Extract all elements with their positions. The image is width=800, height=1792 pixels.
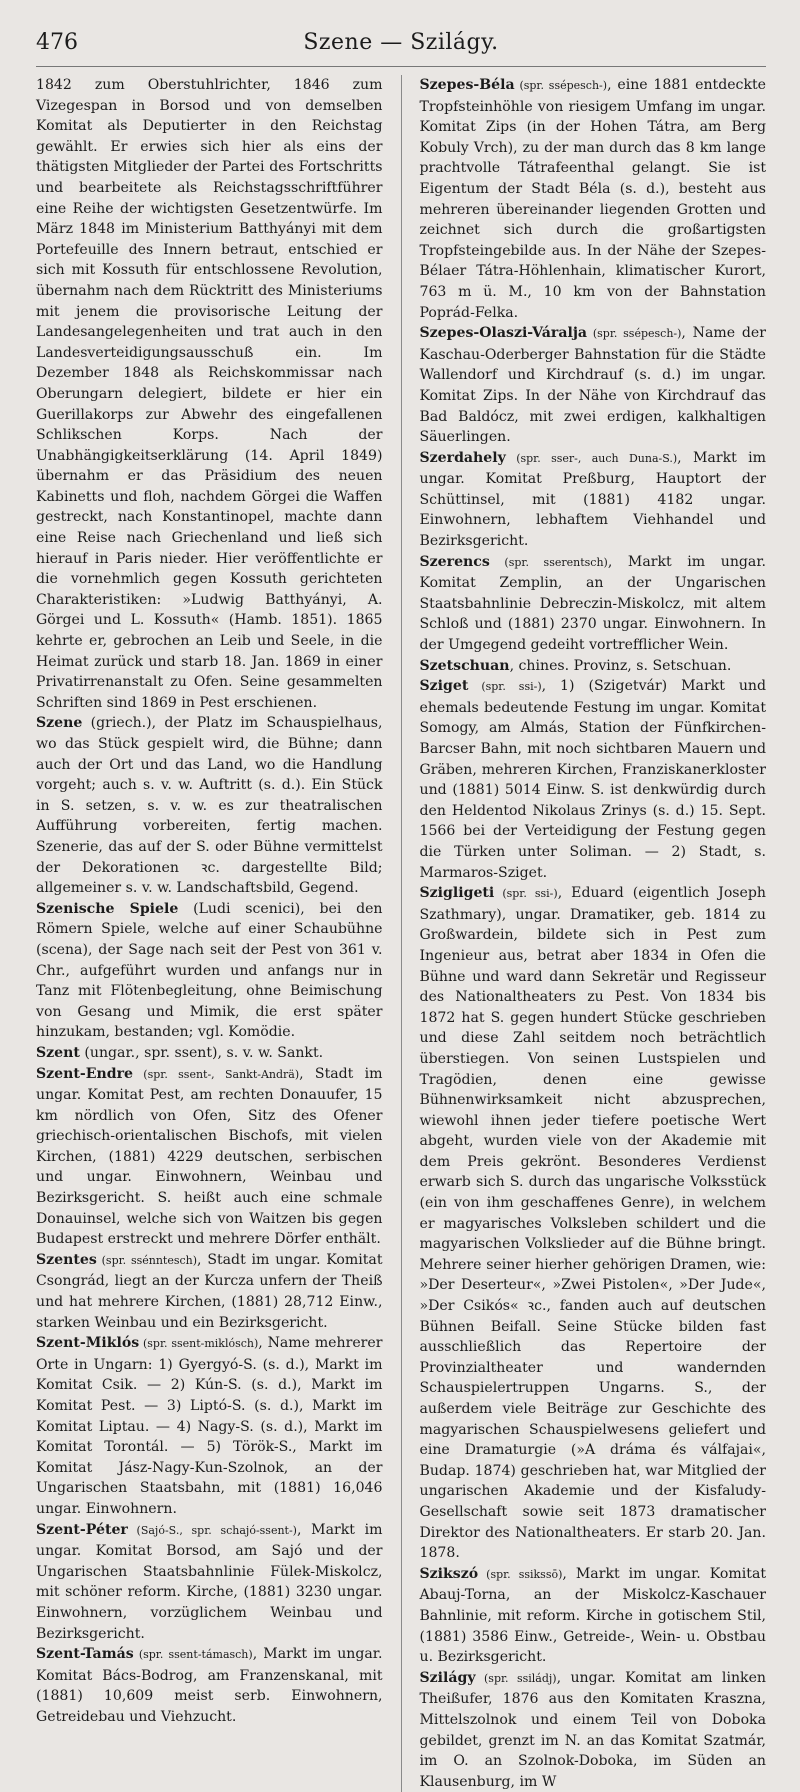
- entry-headword: Szilágy: [419, 1669, 476, 1686]
- entry-text: , Markt im ungar. Komitat Bács-Bodrog, am Franzenskanal, mit (1881) 10,609 meist serb. Einwohnern, Getreidebau und Viehzucht.: [36, 1646, 383, 1725]
- dictionary-entry: [420, 656, 767, 677]
- entry-text: , Markt im ungar. Komitat Borsod, am Sajó und der Ungarischen Staatsbahnlinie Fülek-Miskolcz, mit schöner reform. Kirche, (1881) 3230 ungar. Einwohnern, vorzüglichem Weinbau und Bezirksgericht.: [36, 1521, 383, 1642]
- entry-headword: Szigligeti: [419, 885, 495, 902]
- entry-headword: Szenische Spiele: [36, 900, 179, 917]
- entry-headword: Szepes-Olaszi-Váralja: [419, 325, 588, 342]
- entry-text: , Markt im ungar. Komitat Abauj-Torna, an der Miskolcz-Kaschauer Bahnlinie, mit reform. Kirche in gotischem Stil, (1881) 3586 Einw., Getreide-, Wein- u. Obstbau u. Bezirksgericht.: [419, 1565, 767, 1666]
- dictionary-entry: [420, 552, 767, 656]
- dictionary-entry: [420, 1564, 767, 1668]
- entry-text: (griech.), der Platz im Schauspielhaus, wo das Stück gespielt wird, die Bühne; dann auch der Ort und das Land, wo die Handlung vorgeht; auch s. v. w. Auftritt (s. d.). Ein Stück in S. setzen, s. v. w. es zur theatralischen Aufführung vorbereiten, fertig machen. Szenerie, das auf der S. oder Bühne vermittelst der Dekorationen ꝛc. dargestellte Bild; allgemeiner s. v. w. Landschaftsbild, Gegend.: [36, 715, 383, 897]
- entry-text: , Stadt im ungar. Komitat Pest, am rechten Donauufer, 15 km nördlich von Ofen, Sitz des Ofener griechisch-orientalischen Bischofs, mit vielen Kirchen, (1881) 4229 deutschen, serbischen und ungar. Einwohnern, Weinbau und Bezirksgericht. S. heißt auch eine schmale Donauinsel, welche sich von Waitzen bis gegen Budapest erstreckt und mehrere Dörfer enthält.: [36, 1065, 383, 1248]
- entry-text: , Eduard (eigentlich Joseph Szathmary), ungar. Dramatiker, geb. 1814 zu Großwardein, bildete sich in Pest zum Ingenieur aus, betrat aber 1834 in Ofen die Bühne und ward dann Sekretär und Regisseur des Nationaltheaters zu Pest. Von 1834 bis 1872 hat S. gegen hundert Stücke geschrieben und diese Zahl seitdem noch beträchtlich überstiegen. Von seinen Lustspielen und Tragödien, denen eine gewisse Bühnenwirksamkeit nicht abzusprechen, wiewohl ihnen jeder tiefere poetische Wert abgeht, wurden viele von der Akademie mit dem Preis gekrönt. Besonderes Verdienst erwarb sich S. durch das ungarische Volksstück (ein von ihm geschaffenes Genre), in welchem er magyarisches Volksleben schildert und die magyarischen Volkslieder auf die Bühne bringt. Mehrere seiner hierher gehörigen Dramen, wie: »Der Deserteur«, »Zwei Pistolen«, »Der Jude«, »Der Csikós« ꝛc., fanden auch auf deutschen Bühnen Beifall. Seine Stücke bilden fast ausschließlich das Repertoire der Provinzialtheater und wandernden Schauspielertruppen Ungarns. S., der außerdem viele Beiträge zur Geschichte des magyarischen Schauspielwesens geliefert und eine Dramaturgie (»A dráma és válfajai«, Budap. 1874) geschrieben hat, war Mitglied der ungarischen Akademie und der Kisfaludy-Gesellschaft sowie seit 1873 dramatischer Direktor des Nationaltheaters. Er starb 20. Jan. 1878.: [419, 885, 766, 1562]
- entry-pronunciation: (Sajó-S., spr. schajó-ssent-): [127, 1523, 297, 1537]
- left-column: [36, 75, 383, 1792]
- entry-text: (ungar., spr. ssent), s. v. w. Sankt.: [79, 1044, 324, 1061]
- dictionary-entry: [36, 1644, 383, 1727]
- entry-text: , 1) (Szigetvár) Markt und ehemals bedeutende Festung im ungar. Komitat Somogy, am Almás, Station der Fünfkirchen-Barcser Bahn, mit noch sichtbaren Mauern und Gräben, mehreren Kirchen, Franziskanerkloster und (1881) 5014 Einw. S. ist denkwürdig durch den Heldentod Nikolaus Zrinys (s. d.) 15. Sept. 1566 bei der Verteidigung der Festung gegen die Türken unter Soliman. — 2) Stadt, s. Marmaros-Sziget.: [419, 678, 767, 881]
- entry-text: , Markt im ungar. Komitat Zemplin, an der Ungarischen Staatsbahnlinie Debreczin-Miskolcz, mit altem Schloß und (1881) 2370 ungar. Einwohnern. In der Umgegend gedeiht vortrefflicher Wein.: [419, 553, 766, 654]
- entry-text: , Name mehrerer Orte in Ungarn: 1) Gyergyó-S. (s. d.), Markt im Komitat Csik. — 2) Kún-S. (s. d.), Markt im Komitat Pest. — 3) Liptó-S. (s. d.), Markt im Komitat Liptau. — 4) Nagy-S. (s. d.), Markt im Komitat Torontál. — 5) Török-S., Markt im Komitat Jász-Nagy-Kun-Szolnok, an der Ungarischen Staatsbahn, mit (1881) 16,046 ungar. Einwohnern.: [36, 1335, 383, 1517]
- column-divider: [401, 75, 402, 1792]
- entry-pronunciation: (spr. ssiládj): [475, 1671, 557, 1685]
- dictionary-entry: [36, 1043, 383, 1064]
- entry-pronunciation: (spr. ssikssō): [478, 1567, 563, 1581]
- dictionary-entry: [420, 1668, 767, 1792]
- entry-pronunciation: (spr. ssent-miklósch): [139, 1337, 259, 1351]
- entry-pronunciation: (spr. ssi-): [494, 887, 558, 901]
- entry-headword: Szentes: [36, 1251, 97, 1268]
- entry-pronunciation: (spr. ssépesch-): [587, 327, 682, 341]
- entry-headword: Szent-Miklós: [36, 1335, 140, 1352]
- page-header: [36, 30, 766, 58]
- entry-pronunciation: (spr. ssent-támasch): [133, 1648, 253, 1662]
- dictionary-entry: [36, 1333, 383, 1519]
- entry-pronunciation: (spr. ssent-, Sankt-Andrä): [133, 1067, 300, 1081]
- running-head: Szene — Szilágy.: [303, 30, 499, 55]
- entry-headword: Szikszó: [419, 1565, 479, 1582]
- entry-pronunciation: (spr. ssi-): [468, 680, 542, 694]
- dictionary-entry: [36, 1520, 383, 1645]
- entry-text: , chines. Provinz, s. Setschuan.: [509, 657, 732, 674]
- dictionary-entry: [420, 883, 767, 1564]
- entry-text: , Name der Kaschau-Oderberger Bahnstation für die Städte Wallendorf und Kirchdrauf (s. d.) im ungar. Komitat Zips. In der Nähe von Kirchdrauf das Bad Baldócz, mit zwei erdigen, kalkhaltigen Säuerlingen.: [419, 325, 766, 446]
- entry-headword: Szerencs: [419, 553, 490, 570]
- dictionary-entry: [36, 1250, 383, 1333]
- entry-pronunciation: (spr. ssénntesch): [96, 1253, 198, 1267]
- entry-pronunciation: (spr. ssépesch-): [514, 79, 608, 92]
- entry-text: , ungar. Komitat am linken Theißufer, 1876 aus den Komitaten Kraszna, Mittelszolnok und einem Teil von Doboka gebildet, grenzt im N. an das Komitat Szatmár, im O. an Szolnok-Doboka, im Süden an Klausenburg, im W: [419, 1669, 766, 1790]
- entry-text: (Ludi scenici), bei den Römern Spiele, welche auf einer Schaubühne (scena), der Sage nach seit der Pest von 361 v. Chr., aufgeführt wurden und anfangs nur in Tanz mit Flötenbegleitung, ohne Beimischung von Gesang und Mimik, die erst später hinzukam, bestanden; vgl. Komödie.: [36, 900, 383, 1041]
- header-rule: [36, 66, 766, 67]
- entry-text: , Markt im ungar. Komitat Preßburg, Hauptort der Schüttinsel, mit (1881) 4182 ungar. Einwohnern, lebhaftem Viehhandel und Bezirksgericht.: [419, 449, 766, 550]
- entry-text: , eine 1881 entdeckte Tropfsteinhöhle von riesigem Umfang im ungar. Komitat Zips (in der Hohen Tátra, am Berg Kobuly Vrch), zu der man durch das 8 km lange prachtvolle Tátrafeenthal gelangt. Sie ist Eigentum der Stadt Béla (s. d.), besteht aus mehreren übereinander liegenden Grotten und zeichnet sich durch die großartigsten Tropfsteingebilde aus. In der Nähe der Szepes-Bélaer Tátra-Höhlenhain, klimatischer Kurort, 763 m ü. M., 10 km von der Bahnstation Poprád-Felka.: [419, 77, 766, 321]
- entry-headword: Sziget: [419, 678, 469, 695]
- entry-headword: Szent: [36, 1044, 80, 1061]
- entry-pronunciation: (spr. sser-, auch Duna-S.): [505, 451, 678, 465]
- page-number: 476: [36, 30, 78, 55]
- dictionary-entry: [36, 75, 383, 713]
- text-columns: [36, 75, 766, 1792]
- entry-headword: Szepes-Béla: [419, 77, 515, 93]
- dictionary-entry: [36, 899, 383, 1043]
- dictionary-entry: [420, 448, 767, 552]
- entry-text: , Stadt im ungar. Komitat Csongrád, liegt an der Kurcza unfern der Theiß und hat mehrere Kirchen, (1881) 28,712 Einw., starken Weinbau und ein Bezirksgericht.: [36, 1251, 383, 1331]
- entry-headword: Szent-Péter: [36, 1521, 128, 1538]
- dictionary-entry: [36, 1064, 383, 1250]
- dictionary-entry: [36, 713, 383, 898]
- entry-text: 1842 zum Oberstuhlrichter, 1846 zum Vizegespan in Borsod und von demselben Komitat als Deputierter in den Reichstag gewählt. Er erwies sich hier als eins der thätigsten Mitglieder der Partei des Fortschritts und bearbeitete als Reichstagsschriftführer eine Reihe der wichtigsten Gesetzentwürfe. Im März 1848 im Ministerium Batthyányi mit dem Portefeuille des Innern betraut, entschied er sich mit Kossuth für entschlossene Revolution, übernahm nach dem Rücktritt des Ministeriums mit jenem die provisorische Leitung der Landesangelegenheiten und trat auch in den Landesverteidigungsausschuß ein. Im Dezember 1848 als Reichskommissar nach Oberungarn delegiert, bildete er hier ein Guerillakorps zur Abwehr des eingefallenen Schlikschen Korps. Nach der Unabhängigkeitserklärung (14. April 1849) übernahm er das Präsidium des neuen Kabinetts und floh, nachdem Görgei die Waffen gestreckt, nach Konstantinopel, machte dann eine Reise nach Griechenland und ließ sich hierauf in Paris nieder. Hier veröffentlichte er die vornehmlich gegen Kossuth gerichteten Charakteristiken: »Ludwig Batthyányi, A. Görgei und L. Kossuth« (Hamb. 1851). 1865 kehrte er, gebrochen an Leib und Seele, in die Heimat zurück und starb 18. Jan. 1869 in einer Privatirrenanstalt zu Ofen. Seine gesammelten Schriften sind 1869 in Pest erschienen.: [36, 77, 383, 711]
- entry-headword: Szene: [36, 715, 83, 732]
- right-column: [420, 75, 767, 1792]
- dictionary-entry: [420, 75, 767, 323]
- entry-pronunciation: (spr. sserentsch): [489, 555, 608, 569]
- entry-headword: Szerdahely: [419, 449, 506, 466]
- dictionary-entry: [420, 676, 767, 883]
- entry-headword: Szent-Endre: [36, 1065, 133, 1082]
- entry-headword: Szent-Tamás: [36, 1646, 134, 1663]
- dictionary-entry: [420, 323, 767, 448]
- entry-headword: Szetschuan: [419, 657, 510, 674]
